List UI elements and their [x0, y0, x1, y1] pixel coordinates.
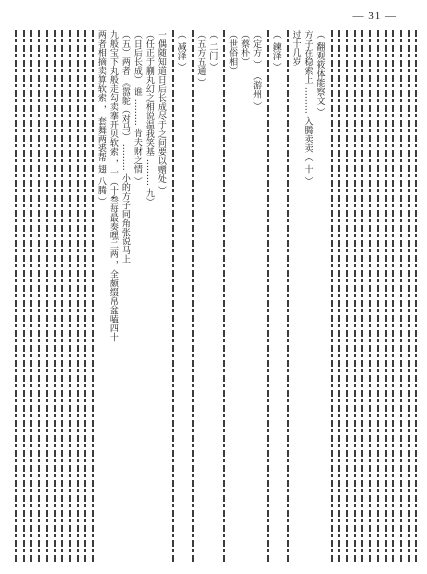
text-column [372, 30, 380, 564]
mongolian-script-line [54, 30, 56, 564]
text-column [349, 30, 357, 564]
mongolian-script-line [267, 30, 269, 564]
text-column [356, 30, 364, 564]
text-column [206, 30, 218, 564]
chinese-annotation-column: 九般宝下丸般走勾卖搴开贝软索 ，一（十叁每最奏嘿二两 ，全颇缀帛盆嗑四十 [107, 30, 118, 342]
text-column [56, 30, 64, 564]
mongolian-script-line [354, 30, 356, 564]
text-column [410, 30, 418, 564]
chinese-annotation-column: （五）两者 《嚣鸵（对马） ……… 小的方子同角张说马上 [119, 30, 130, 264]
text-column [270, 30, 282, 564]
text-column [226, 30, 238, 564]
mongolian-script-line [377, 30, 379, 564]
text-column [49, 30, 57, 564]
text-column [250, 30, 262, 564]
text-column [119, 30, 131, 564]
mongolian-script-line [38, 30, 40, 564]
mongolian-script-line [30, 30, 32, 564]
mongolian-script-line [400, 30, 402, 564]
mongolian-script-line [346, 30, 348, 564]
text-column [387, 30, 395, 564]
text-column [314, 30, 326, 564]
chinese-annotation-column: （定方 ） （游州 ） [251, 30, 262, 111]
text-column [341, 30, 349, 564]
text-column [290, 30, 302, 564]
text-column [175, 30, 187, 564]
mongolian-script-line [392, 30, 394, 564]
text-column [33, 30, 41, 564]
mongolian-script-line [408, 30, 410, 564]
mongolian-script-line [92, 30, 94, 564]
mongolian-script-line [361, 30, 363, 564]
chinese-annotation-column: （五方五通 ） [195, 30, 206, 87]
chinese-annotation-column: （ 减泽 ） [175, 30, 186, 72]
chinese-annotation-column: 两者相摘卖算软索 ， 套舞两裘帮 翅 八腾 ） [95, 30, 106, 207]
text-column [131, 30, 143, 564]
chinese-annotation-column: （日后长成） 谁 ……… 肯夫财之情 ） [131, 30, 142, 186]
mongolian-script-line [15, 30, 17, 564]
chinese-annotation-column: 方子在稳索上 ……… 入腾卖卖（ 十 ） [302, 30, 313, 186]
mongolian-script-line [385, 30, 387, 564]
mongolian-script-line [338, 30, 340, 564]
text-column [333, 30, 341, 564]
text-column [10, 30, 18, 564]
text-column [87, 30, 95, 564]
text-column [25, 30, 33, 564]
text-column [41, 30, 49, 564]
text-column [262, 30, 270, 564]
mongolian-script-line [287, 30, 289, 564]
text-column [143, 30, 155, 564]
page-number: — 31 — [352, 10, 397, 22]
mongolian-script-line [61, 30, 63, 564]
text-column [380, 30, 388, 564]
chinese-annotation-column: （ 鍊泽 ） [270, 30, 281, 72]
text-column [238, 30, 250, 564]
text-column [64, 30, 72, 564]
mongolian-script-line [46, 30, 48, 564]
text-column [302, 30, 314, 564]
mongolian-script-line [84, 30, 86, 564]
text-column [218, 30, 226, 564]
text-column [395, 30, 403, 564]
text-column [403, 30, 411, 564]
mongolian-script-line [192, 30, 194, 564]
text-column [364, 30, 372, 564]
text-column [167, 30, 175, 564]
mongolian-script-line [415, 30, 417, 564]
text-column [95, 30, 107, 564]
chinese-annotation-column: （ 二门 ） [207, 30, 218, 72]
text-column [155, 30, 167, 564]
mongolian-script-line [369, 30, 371, 564]
mongolian-script-line [23, 30, 25, 564]
text-column [18, 30, 26, 564]
text-column [187, 30, 195, 564]
chinese-annotation-column: （ 翻观筱体能察文 ） [314, 30, 325, 117]
chinese-annotation-column: （世俗相） [227, 30, 238, 75]
text-column [282, 30, 290, 564]
mongolian-script-line [331, 30, 333, 564]
text-column [79, 30, 87, 564]
mongolian-script-line [77, 30, 79, 564]
chinese-annotation-column: 一偶随知道日后长成尽于之问要以赠处 ） [155, 30, 166, 195]
mongolian-text-body [10, 30, 418, 564]
chinese-annotation-column: （任正于蒯丸幻之相说温我笑基 ……… 九） [143, 30, 154, 207]
text-column [107, 30, 119, 564]
chinese-annotation-column: 过十几岁 [290, 30, 301, 66]
mongolian-script-line [172, 30, 174, 564]
chinese-annotation-column: （蔡朴） [239, 30, 250, 66]
text-column [72, 30, 80, 564]
mongolian-script-line [223, 30, 225, 564]
mongolian-script-line [69, 30, 71, 564]
text-column [326, 30, 334, 564]
text-column [194, 30, 206, 564]
